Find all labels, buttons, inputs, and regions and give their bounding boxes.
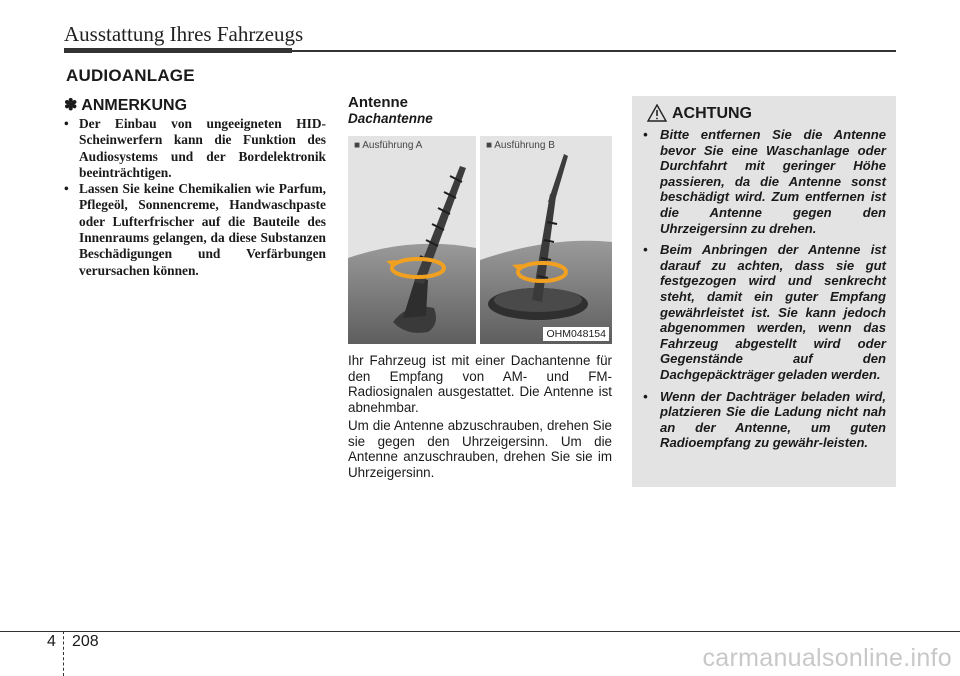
note-item-text: Lassen Sie keine Chemikalien wie Parfum, Pflegeöl, Sonnencreme, Handwaschpaste oder Lufterfrischer auf die Bauteile des Innenraums gelangen, da diese Substanzen Beschädigungen und Verfärbungen verursachen können. xyxy=(79,181,326,278)
figure-panel-b xyxy=(480,136,612,344)
list-item: • Bitte entfernen Sie die Antenne bevor Sie eine Waschanlage oder Durchfahrt mit geringer Höhe passieren, da die Antenne sonst beschädigt wird. Zum entfernen ist die Antenne gegen den Uhrzeigersinn zu drehen. xyxy=(643,127,886,236)
antenna-figure xyxy=(348,136,612,344)
note-list xyxy=(64,116,326,279)
footer-rule xyxy=(0,631,960,632)
page-number: 208 xyxy=(72,633,99,650)
chapter-number: 4 xyxy=(47,633,56,650)
caution-item-text: Bitte entfernen Sie die Antenne bevor Sie eine Waschanlage oder Durchfahrt mit geringer Höhe passieren, da die Antenne sonst beschädigt wird. Zum entfernen ist die Antenne gegen den Uhrzeigersinn zu drehen. xyxy=(660,127,886,236)
caution-box xyxy=(632,96,896,487)
watermark: carmanualsonline.info xyxy=(702,644,952,672)
antenna-paragraph-1: Ihr Fahrzeug ist mit einer Dachantenne für den Empfang von AM- und FM-Radiosignalen ausgestattet. Die Antenne ist abnehmbar. xyxy=(348,353,612,415)
note-heading-text: ANMERKUNG xyxy=(81,97,188,114)
list-item: • Beim Anbringen der Antenne ist darauf zu achten, dass sie gut festgezogen wird und senkrecht steht, damit ein guter Empfang gewährleistet ist. Sie kann jedoch abgenommen werden, wenn das Fahrzeug abgestellt wird oder Gegenstände auf den Dachgepäckträger geladen werden. xyxy=(643,242,886,382)
note-symbol-icon: ✽ xyxy=(64,97,78,114)
note-heading xyxy=(64,95,187,115)
warning-triangle-icon xyxy=(647,104,667,122)
section-title: AUDIOANLAGE xyxy=(66,66,195,85)
caution-item-text: Wenn der Dachträger beladen wird, platzieren Sie die Ladung nicht nah an der Antenne, um guten Radioempfang zu gewähr-leisten. xyxy=(660,388,886,451)
figure-label-b: ■ Ausführung B xyxy=(486,140,555,151)
caution-list xyxy=(640,127,886,457)
note-item-text: Der Einbau von ungeeigneten HID-Scheinwerfern kann die Funktion des Audiosystems und der Bordelektronik beeinträchtigen. xyxy=(79,116,326,180)
footer-divider xyxy=(63,631,64,676)
antenna-b-illustration xyxy=(480,136,612,344)
antenna-title: Antenne xyxy=(348,94,408,111)
figure-code: OHM048154 xyxy=(543,327,609,341)
list-item: • Wenn der Dachträger beladen wird, platzieren Sie die Ladung nicht nah an der Antenne, um guten Radioempfang zu gewähr-leisten. xyxy=(643,388,886,451)
list-item: • Der Einbau von ungeeigneten HID-Scheinwerfern kann die Funktion des Audiosystems und der Bordelektronik beeinträchtigen. xyxy=(64,116,326,180)
antenna-subtitle: Dachantenne xyxy=(348,111,433,126)
antenna-a-illustration xyxy=(348,136,476,344)
antenna-paragraph-2: Um die Antenne abzuschrauben, drehen Sie sie gegen den Uhrzeigersinn. Um die Antenne anzuschrauben, drehen Sie sie im Uhrzeigersinn. xyxy=(348,418,612,480)
list-item: • Lassen Sie keine Chemikalien wie Parfum, Pflegeöl, Sonnencreme, Handwaschpaste oder Lufterfrischer auf die Bauteile des Innenraums gelangen, da diese Substanzen Beschädigungen und Verfärbungen verursachen können. xyxy=(64,181,326,278)
header-title: Ausstattung Ihres Fahrzeugs xyxy=(64,22,304,46)
caution-item-text: Beim Anbringen der Antenne ist darauf zu achten, dass sie gut festgezogen wird und senkrecht steht, damit ein guter Empfang gewährleistet ist. Sie kann jedoch abgenommen werden, wenn das Fahrzeug abgestellt wird oder Gegenstände auf den Dachgepäckträger geladen werden. xyxy=(660,242,886,382)
figure-panel-a xyxy=(348,136,476,344)
figure-label-a: ■ Ausführung A xyxy=(354,140,423,151)
caution-heading: ACHTUNG xyxy=(672,105,752,122)
header-rule xyxy=(64,50,896,52)
